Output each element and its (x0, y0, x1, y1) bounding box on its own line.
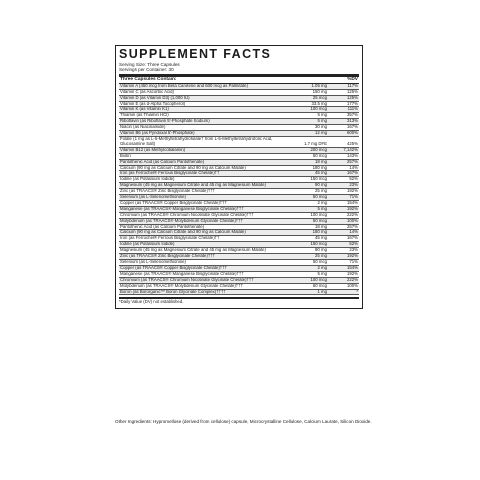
nutrient-amount: 5 mg (317, 205, 327, 211)
nutrient-name: Chromium (as TRAACS® Chromium Nicotinate Glycinate Chelate)††† (120, 277, 254, 282)
nutrient-table (119, 84, 359, 296)
nutrient-dv: 23% (349, 247, 358, 253)
nutrient-dv: 154% (347, 264, 358, 270)
nutrient-name: Manganese (as TRAACS® Manganese Bisglycinate Chelate)††† (120, 271, 244, 276)
nutrient-dv: 192% (347, 205, 358, 211)
nutrient-amount: 18 mg (315, 158, 327, 164)
nutrient-name: Vitamin C (as Ascorbic Acid) (120, 89, 174, 94)
nutrient-amount: 50 mcg (312, 282, 327, 288)
serving-size: Serving Size: Three Capsules (119, 62, 180, 67)
nutrient-dv: 100% (347, 217, 358, 223)
nutrient-dv: 71% (349, 259, 358, 264)
nutrient-amount: 2 mg (317, 199, 327, 205)
servings-per-container: Servings per Container: 30 (119, 67, 174, 73)
header-dv: %DV (347, 76, 358, 82)
nutrient-dv: 192% (347, 270, 358, 276)
nutrient-amount: 50 mcg (312, 217, 327, 223)
nutrient-dv: 357% (347, 112, 358, 118)
nutrient-name: Iodine (as Potassium Iodide) (120, 177, 175, 182)
nutrient-name: Iron (as Ferrochel® Ferrous Bisglycinate Chelate)†† (120, 171, 220, 176)
nutrient-dv: 425% (347, 140, 358, 146)
nutrient-amount: 25 mg (315, 253, 327, 259)
nutrient-dv: * (356, 288, 358, 294)
nutrient-amount: 5 mg (317, 270, 327, 276)
nutrient-name: Thiamin (as Thiamin HCl) (120, 113, 169, 118)
nutrient-amount: 100 mcg (310, 211, 327, 217)
nutrient-amount: 2 mg (317, 264, 327, 270)
nutrient-dv: 14% (349, 164, 358, 170)
nutrient-amount: 150 mg (312, 88, 327, 94)
nutrient-name: Magnesium (45 mg as Magnesium Citrate and 45 mg as Magnesium Malate) (120, 183, 266, 188)
nutrient-amount: 90 mg (315, 182, 327, 188)
nutrient-dv: 52% (349, 241, 358, 247)
nutrient-amount: 5 mg (317, 118, 327, 124)
nutrient-name: Calcium (90 mg as Calcium Citrate and 90 mg as Calcium Malate) (120, 165, 246, 170)
nutrient-name: Vitamin D (as Vitamin D3) (1,000 IU) (120, 95, 190, 100)
nutrient-dv: 111% (347, 106, 358, 112)
nutrient-name: Calcium (90 mg as Calcium Citrate and 90 mg as Calcium Malate) (120, 230, 246, 235)
nutrient-amount: 100 mcg (310, 276, 327, 282)
header-label: Three Capsules Contain: (120, 76, 177, 82)
nutrient-name: Selenium (as L-Selenomethionine) (120, 260, 186, 264)
nutrient-amount: 200 mcg (310, 146, 327, 152)
nutrient-amount: 50 mcg (312, 194, 327, 200)
nutrient-name: Iron (as Ferrochel® Ferrous Bisglycinate Chelate)†† (120, 236, 220, 241)
nutrient-amount: 33.5 mg (311, 100, 327, 106)
nutrient-name: Boron (as Bororganic™ Boron Glycinate Complex)†††† (120, 289, 226, 294)
supplement-facts-panel (115, 45, 363, 309)
nutrient-dv: 167% (347, 170, 358, 176)
nutrient-name: Niacin (as Niacinamide) (120, 125, 166, 130)
nutrient-amount: 5 mg (317, 112, 327, 118)
nutrient-name: Vitamin A (450 mcg from Beta Carotene and 600 mcg as Palmitate) (120, 83, 248, 88)
nutrient-dv: 52% (349, 176, 358, 182)
nutrient-amount: 180 mg (312, 164, 327, 170)
nutrient-dv: 125% (347, 94, 358, 100)
nutrient-amount: 50 mcg (312, 152, 327, 158)
nutrient-name: Biotin (120, 153, 131, 158)
nutrient-name: Vitamin E (as d-Alpha Tocopherol) (120, 101, 186, 106)
nutrient-name: Selenium (as L-Selenomethionine) (120, 195, 186, 200)
nutrient-dv: 222% (347, 211, 358, 217)
panel-title: SUPPLEMENT FACTS (119, 47, 272, 61)
nutrient-amount: 150 mcg (310, 241, 327, 247)
nutrient-name: Chromium (as TRAACS® Chromium Nicotinate Glycinate Chelate)††† (120, 212, 254, 217)
nutrient-dv: 154% (347, 199, 358, 205)
nutrient-dv: 313% (347, 118, 358, 124)
nutrient-dv: 257% (347, 223, 358, 229)
nutrient-amount: 90 mg (315, 247, 327, 253)
nutrient-name: Pantothenic Acid (as Calcium Pantothenate) (120, 224, 205, 229)
nutrient-dv: 222% (347, 276, 358, 282)
nutrient-name: Vitamin B12 (as Methylcobalamin) (120, 147, 186, 152)
nutrient-dv: 23% (349, 182, 358, 188)
nutrient-dv: 192% (347, 253, 358, 259)
nutrient-amount: 45 mg (315, 170, 327, 176)
nutrient-name: Zinc (as TRAACS® Zinc Bisglycinate Chelate)††† (120, 189, 216, 194)
nutrient-dv: 192% (347, 188, 358, 194)
nutrient-name: Copper (as TRAACS® Copper Bisglycinate Chelate)††† (120, 265, 227, 270)
table-row (119, 290, 359, 296)
nutrient-dv: 100% (347, 282, 358, 288)
nutrient-name: Molybdenum (as TRAACS® Molybdenum Glycinate Chelate)††† (120, 218, 243, 223)
nutrient-name: Vitamin B6 (as Pyridoxal 5'-Phosphate) (120, 131, 195, 136)
nutrient-amount: 45 mg (315, 235, 327, 241)
nutrient-dv: 7,142% (343, 146, 358, 152)
nutrient-name: Folate (1 mg as L-5-Methyltetrahydrofolate† from L-5-Methyltetrahydrofolic Acid, Glucosamine Salt) (120, 136, 273, 146)
other-ingredients: Other Ingredients: Hypromellose (derived from cellulose) capsule, Microcrystalline Cellulose, Calcium Laurate, Silicon Dioxide. (115, 419, 372, 424)
nutrient-amount: 50 mcg (312, 259, 327, 264)
nutrient-dv: 125% (347, 88, 358, 94)
nutrient-amount: 100 mcg (310, 106, 327, 112)
nutrient-dv: 143% (347, 152, 358, 158)
nutrient-name: Iodine (as Potassium Iodide) (120, 242, 175, 247)
nutrient-dv: 177% (347, 100, 358, 106)
nutrient-name: Copper (as TRAACS® Copper Bisglycinate Chelate)††† (120, 200, 227, 205)
nutrient-name: Zinc (as TRAACS® Zinc Bisglycinate Chelate)††† (120, 254, 216, 259)
nutrient-dv: 167% (347, 235, 358, 241)
nutrient-name: Manganese (as TRAACS® Manganese Bisglycinate Chelate)††† (120, 206, 244, 211)
nutrient-amount: 180 mg (312, 229, 327, 235)
nutrient-dv: 600% (347, 130, 358, 136)
nutrient-name: Pantothenic Acid (as Calcium Pantothenate) (120, 159, 205, 164)
nutrient-amount: 30 mg (315, 124, 327, 130)
nutrient-dv: 71% (349, 194, 358, 200)
footnote: *Daily Value (DV) not established. (119, 299, 184, 305)
nutrient-amount: 150 mcg (310, 176, 327, 182)
nutrient-dv: 167% (347, 124, 358, 130)
nutrient-name: Molybdenum (as TRAACS® Molybdenum Glycinate Chelate)††† (120, 283, 243, 288)
nutrient-amount: 1 mg (317, 288, 327, 294)
nutrient-dv: 257% (347, 158, 358, 164)
nutrient-name: Vitamin K (as Vitamin K1) (120, 107, 169, 112)
nutrient-amount: 18 mg (315, 223, 327, 229)
nutrient-amount: 25 mg (315, 188, 327, 194)
nutrient-amount: 1.05 mg (311, 82, 327, 88)
nutrient-name: Riboflavin (as Riboflavin 5'-Phosphate Sodium) (120, 119, 210, 124)
nutrient-amount: 12 mg (315, 130, 327, 136)
nutrient-amount: 1.7 mg DFE (304, 140, 327, 146)
nutrient-dv: 14% (349, 229, 358, 235)
nutrient-dv: 117% (347, 82, 358, 88)
nutrient-name: Magnesium (45 mg as Magnesium Citrate and 45 mg as Magnesium Malate) (120, 248, 266, 253)
nutrient-amount: 25 mcg (312, 94, 327, 100)
